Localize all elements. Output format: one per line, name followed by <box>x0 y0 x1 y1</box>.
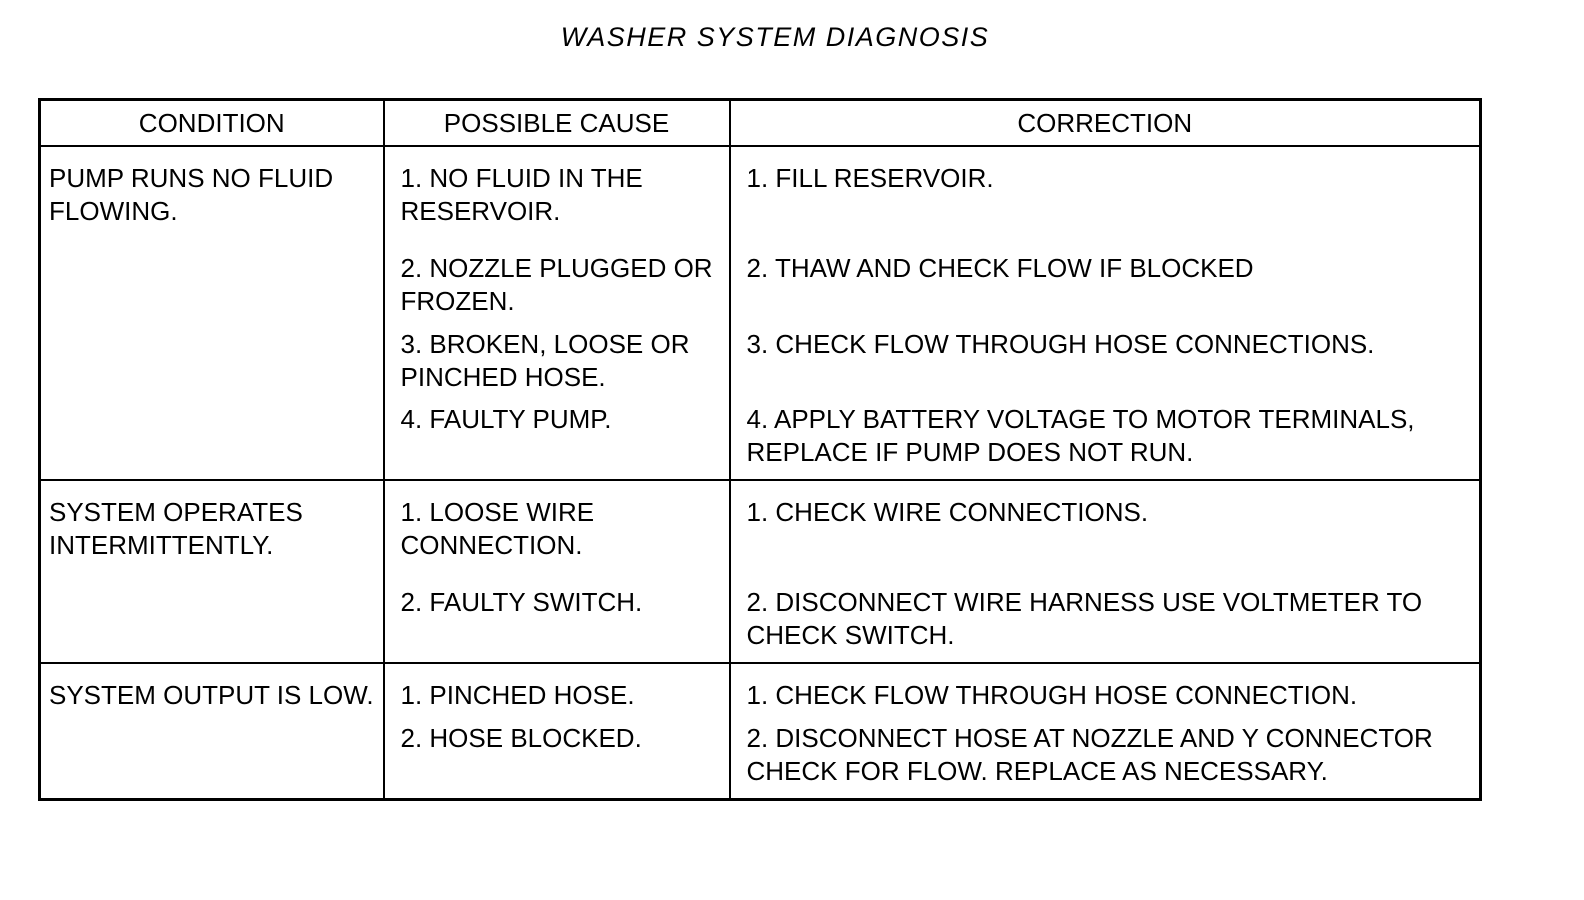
condition-header: CONDITION <box>40 100 384 147</box>
condition-cell: SYSTEM OPERATES INTERMITTENTLY. <box>40 480 384 663</box>
correction-cell <box>730 146 1481 480</box>
condition-cell: PUMP RUNS NO FLUID FLOWING. <box>40 146 384 480</box>
document-title: WASHER SYSTEM DIAGNOSIS <box>560 22 990 52</box>
diagnosis-table <box>38 98 1482 801</box>
cause-item: 1. NO FLUID IN THE RESERVOIR. <box>400 163 643 226</box>
cause-cell <box>384 146 730 480</box>
correction-item: 1. CHECK WIRE CONNECTIONS. <box>746 497 1149 527</box>
cause-item: 2. NOZZLE PLUGGED OR FROZEN. <box>400 253 713 316</box>
table-row <box>40 146 1481 480</box>
correction-item: 1. CHECK FLOW THROUGH HOSE CONNECTION. <box>746 680 1358 710</box>
cause-cell <box>384 480 730 663</box>
correction-cell <box>730 663 1481 800</box>
cause-item: 4. FAULTY PUMP. <box>400 404 612 434</box>
correction-item: 3. CHECK FLOW THROUGH HOSE CONNECTIONS. <box>746 329 1375 359</box>
table-row <box>40 480 1481 663</box>
cause-item: 2. HOSE BLOCKED. <box>400 723 642 753</box>
correction-item: 2. DISCONNECT HOSE AT NOZZLE AND Y CONNECTOR CHECK FOR FLOW. REPLACE AS NECESSARY. <box>746 723 1433 786</box>
cause-item: 2. FAULTY SWITCH. <box>400 587 643 617</box>
table-header-row <box>40 100 1481 147</box>
correction-cell <box>730 480 1481 663</box>
table-row <box>40 663 1481 800</box>
condition-cell: SYSTEM OUTPUT IS LOW. <box>40 663 384 800</box>
cause-item: 3. BROKEN, LOOSE OR PINCHED HOSE. <box>400 329 690 392</box>
correction-item: 1. FILL RESERVOIR. <box>746 163 994 193</box>
correction-item: 4. APPLY BATTERY VOLTAGE TO MOTOR TERMINALS, REPLACE IF PUMP DOES NOT RUN. <box>746 404 1415 467</box>
cause-item: 1. LOOSE WIRE CONNECTION. <box>400 497 595 560</box>
possible-cause-header: POSSIBLE CAUSE <box>384 100 730 147</box>
cause-cell <box>384 663 730 800</box>
correction-item: 2. THAW AND CHECK FLOW IF BLOCKED <box>746 253 1254 283</box>
correction-header: CORRECTION <box>730 100 1481 147</box>
correction-item: 2. DISCONNECT WIRE HARNESS USE VOLTMETER TO CHECK SWITCH. <box>746 587 1423 650</box>
cause-item: 1. PINCHED HOSE. <box>400 680 635 710</box>
